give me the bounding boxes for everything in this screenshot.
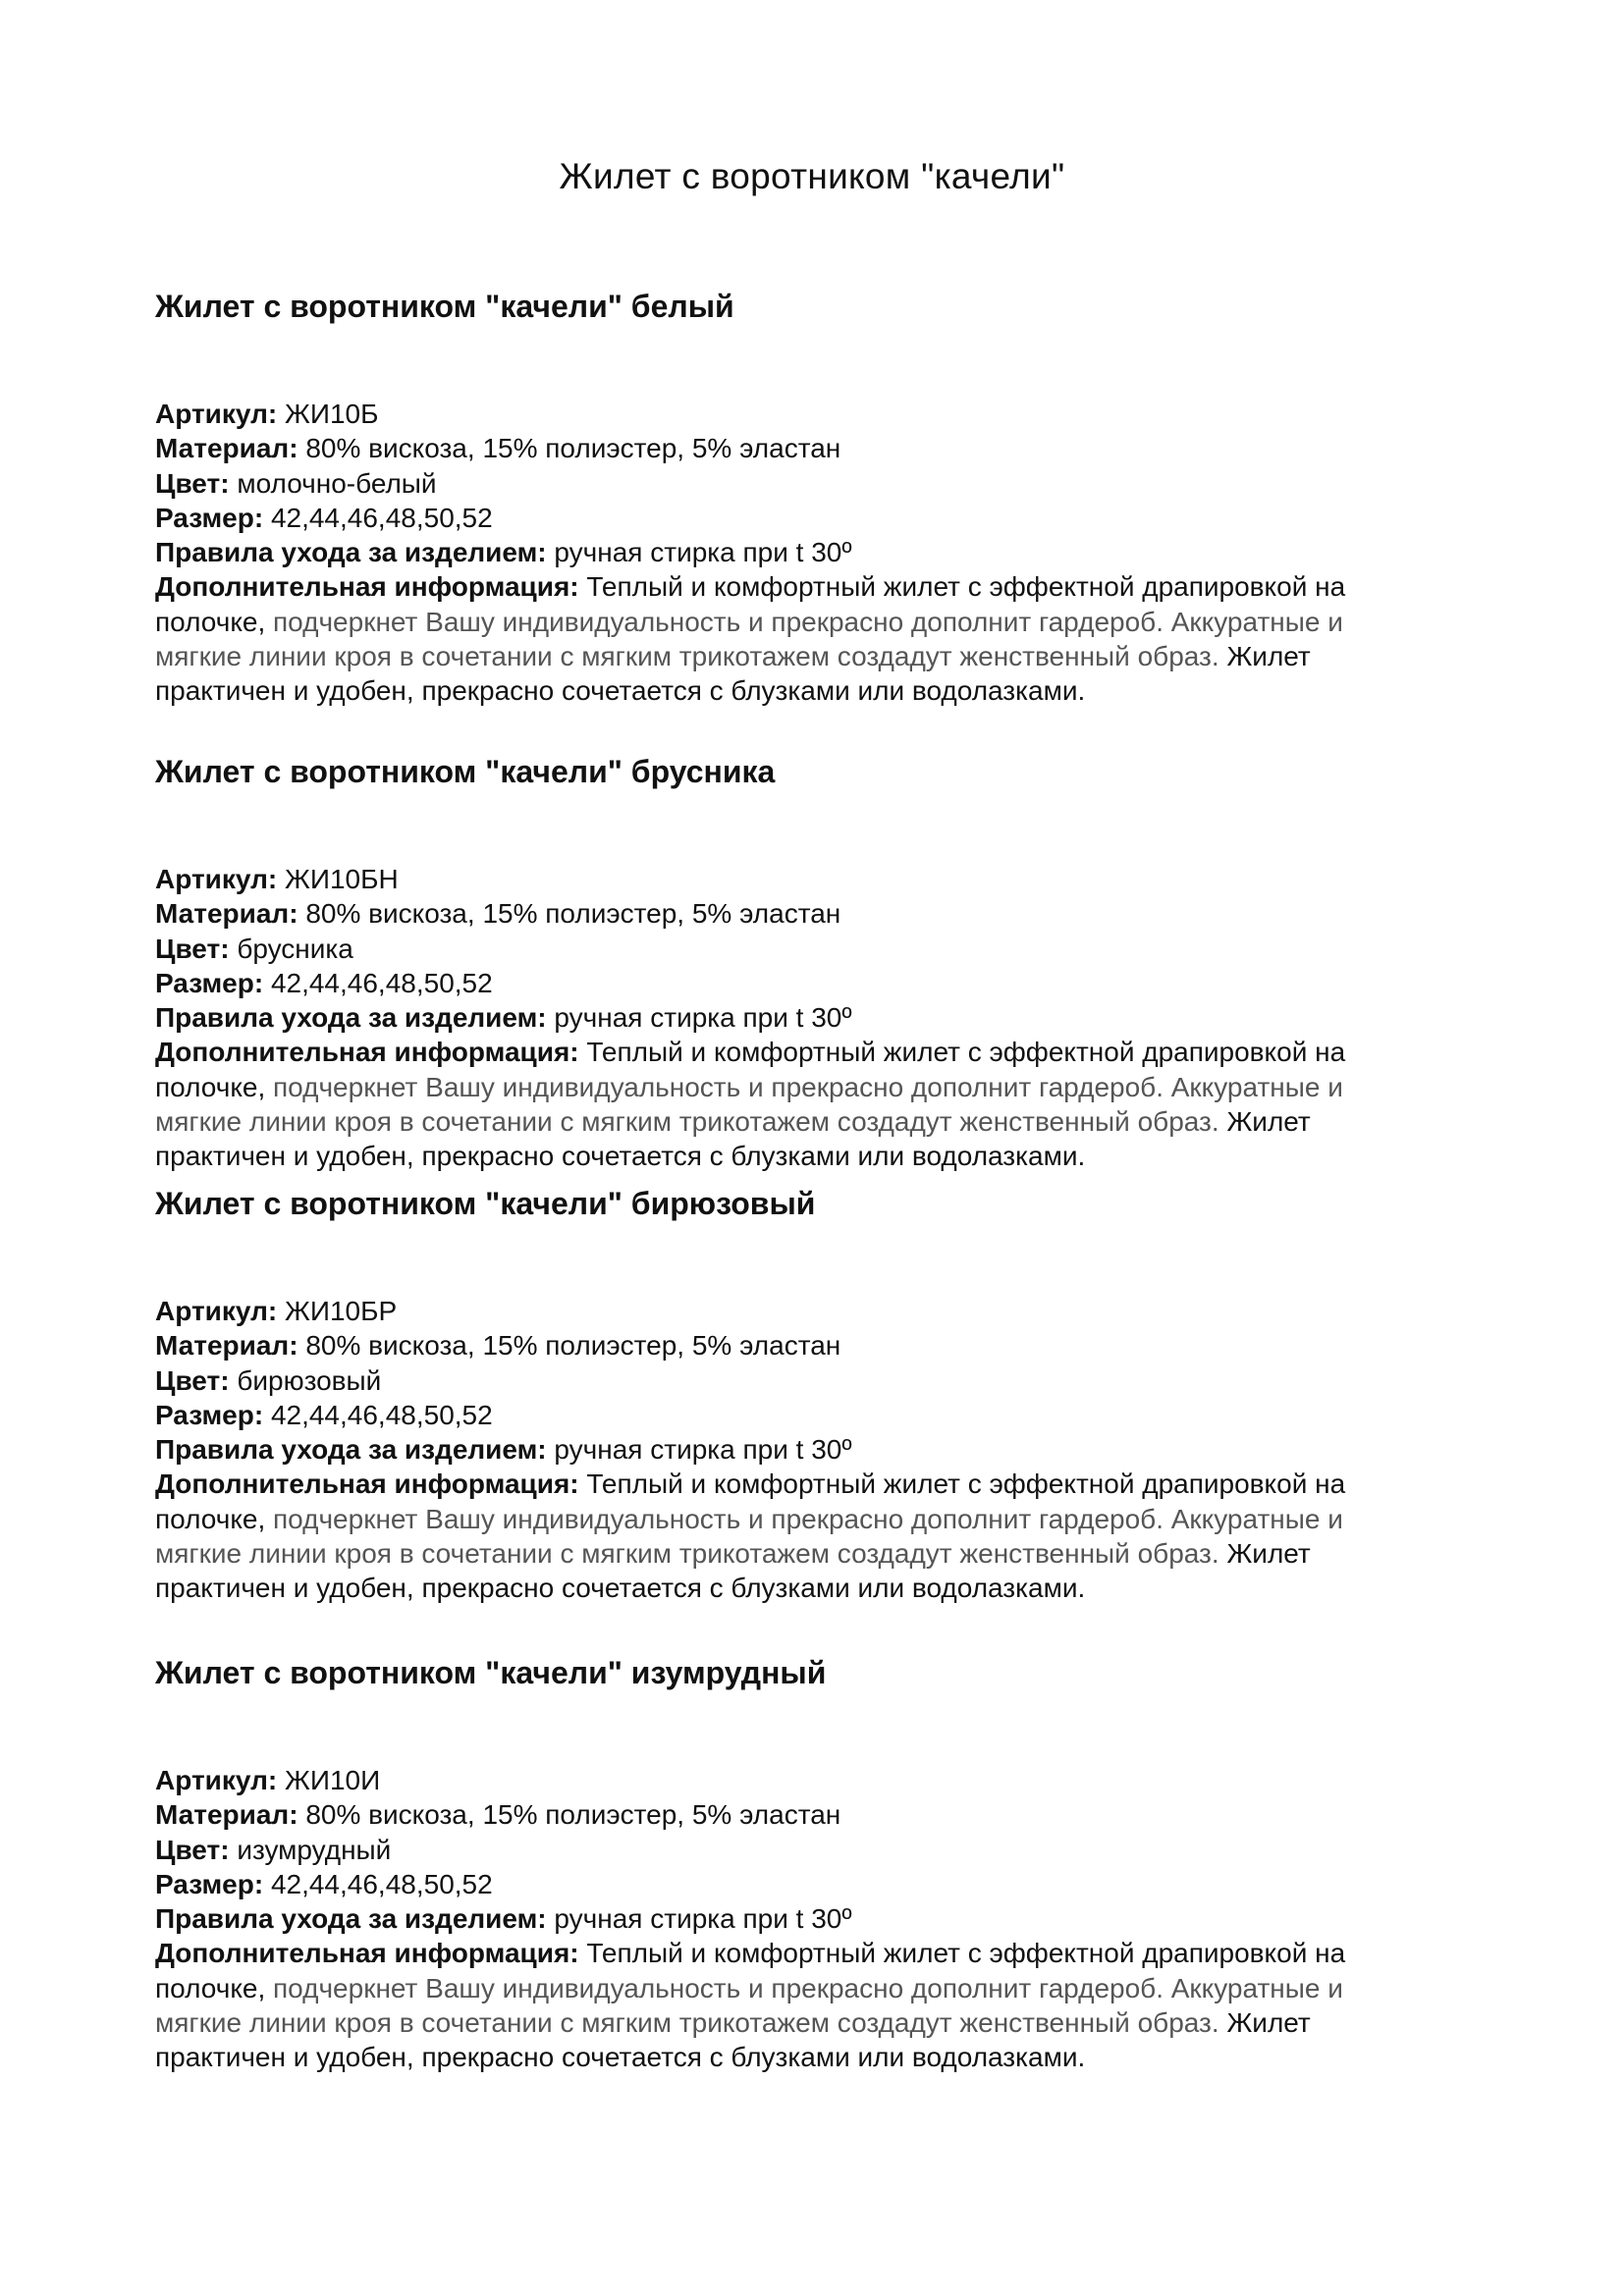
product-section-white [155, 287, 1490, 709]
spec-label: Правила ухода за изделием: [155, 537, 547, 568]
spec-label: Цвет: [155, 933, 230, 964]
spec-label: Цвет: [155, 1364, 230, 1396]
description-text: полочке, [155, 606, 266, 637]
spec-label: Артикул: [155, 399, 278, 429]
product-description [155, 1467, 1490, 1605]
spec-material [155, 431, 1490, 465]
spec-label: Артикул: [155, 864, 278, 894]
description-text: Жилет [1226, 1106, 1311, 1138]
spec-label: Дополнительная информация: [155, 1468, 579, 1500]
spec-value: ручная стирка при t 30º [554, 537, 852, 568]
description-line [155, 1502, 1490, 1536]
description-text-gray: подчеркнет Вашу индивидуальность и прекрасно дополнит гардероб. Аккуратные и [273, 1972, 1343, 2003]
spec-label: Артикул: [155, 1296, 278, 1326]
spec-value: 42,44,46,48,50,52 [270, 1399, 493, 1430]
product-section-emerald [155, 1653, 1490, 2075]
description-line: практичен и удобен, прекрасно сочетается с блузками или водолазками. [155, 1573, 1086, 1604]
description-text-gray: подчеркнет Вашу индивидуальность и прекрасно дополнит гардероб. Аккуратные и [273, 1071, 1343, 1102]
spec-care [155, 1901, 1490, 1936]
spec-info [155, 1936, 1490, 2074]
spec-size [155, 1398, 1490, 1432]
spec-care [155, 1000, 1490, 1035]
spec-material [155, 896, 1490, 931]
description-line [155, 1467, 1490, 1501]
spec-article [155, 397, 1490, 431]
spec-label: Дополнительная информация: [155, 1037, 579, 1068]
spec-material [155, 1328, 1490, 1362]
description-text-gray: мягкие линии кроя в сочетании с мягким трикотажем создадут женственный образ. [155, 1538, 1219, 1570]
description-text: полочке, [155, 1503, 266, 1534]
product-spec-list [155, 397, 1490, 709]
spec-color [155, 1363, 1490, 1398]
spec-info [155, 569, 1490, 708]
description-text: Теплый и комфортный жилет с эффектной драпировкой на [586, 571, 1346, 603]
spec-info [155, 1467, 1490, 1605]
spec-value: изумрудный [237, 1834, 392, 1865]
product-description [155, 1936, 1490, 2074]
description-text: Жилет [1226, 2007, 1311, 2039]
spec-care [155, 1432, 1490, 1467]
spec-label: Размер: [155, 1399, 264, 1430]
spec-value: ручная стирка при t 30º [554, 1434, 852, 1466]
spec-label: Материал: [155, 1799, 298, 1831]
spec-label: Материал: [155, 433, 298, 464]
description-line [155, 1536, 1490, 1571]
spec-value: 80% вискоза, 15% полиэстер, 5% эластан [305, 898, 841, 930]
spec-value: ручная стирка при t 30º [554, 1903, 852, 1935]
spec-value: 80% вискоза, 15% полиэстер, 5% эластан [305, 1799, 841, 1831]
spec-value: 42,44,46,48,50,52 [270, 502, 493, 533]
spec-label: Цвет: [155, 1834, 230, 1865]
product-heading: Жилет с воротником "качели" белый [155, 289, 734, 324]
spec-info [155, 1035, 1490, 1173]
product-heading: Жилет с воротником "качели" бирюзовый [155, 1186, 816, 1221]
description-line [155, 2005, 1490, 2040]
spec-label: Размер: [155, 1868, 264, 1899]
spec-label: Материал: [155, 898, 298, 930]
spec-value: ЖИ10Б [285, 399, 379, 429]
product-spec-list [155, 1294, 1490, 1606]
description-text: Жилет [1226, 641, 1311, 672]
product-description [155, 569, 1490, 708]
product-section-lingonberry [155, 752, 1490, 1174]
spec-label: Артикул: [155, 1765, 278, 1795]
description-line [155, 639, 1490, 673]
spec-size [155, 501, 1490, 535]
description-text-gray: подчеркнет Вашу индивидуальность и прекрасно дополнит гардероб. Аккуратные и [273, 606, 1343, 637]
spec-value: брусника [237, 933, 353, 964]
description-line [155, 1035, 1490, 1069]
spec-color [155, 466, 1490, 501]
spec-article [155, 1294, 1490, 1328]
product-description [155, 1035, 1490, 1173]
spec-value: ЖИ10БН [285, 864, 399, 894]
spec-value: 80% вискоза, 15% полиэстер, 5% эластан [305, 1330, 841, 1362]
spec-value: 80% вискоза, 15% полиэстер, 5% эластан [305, 433, 841, 464]
description-text: Жилет [1226, 1538, 1311, 1570]
description-text-gray: мягкие линии кроя в сочетании с мягким трикотажем создадут женственный образ. [155, 2007, 1219, 2039]
spec-label: Правила ухода за изделием: [155, 1002, 547, 1034]
product-spec-list [155, 1763, 1490, 2075]
spec-label: Правила ухода за изделием: [155, 1903, 547, 1935]
spec-value: бирюзовый [237, 1364, 382, 1396]
spec-label: Дополнительная информация: [155, 1938, 579, 1969]
spec-value: ручная стирка при t 30º [554, 1002, 852, 1034]
spec-care [155, 535, 1490, 569]
description-line [155, 605, 1490, 639]
spec-label: Материал: [155, 1330, 298, 1362]
spec-label: Дополнительная информация: [155, 571, 579, 603]
description-text: Теплый и комфортный жилет с эффектной драпировкой на [586, 1037, 1346, 1068]
spec-label: Размер: [155, 502, 264, 533]
spec-color [155, 932, 1490, 966]
spec-value: молочно-белый [237, 467, 437, 499]
description-line [155, 1070, 1490, 1104]
spec-article [155, 1763, 1490, 1797]
spec-value: ЖИ10И [285, 1765, 381, 1795]
product-section-turquoise [155, 1184, 1490, 1606]
description-line [155, 1104, 1490, 1139]
document-title: Жилет с воротником "качели" [559, 156, 1065, 196]
spec-article [155, 862, 1490, 896]
description-text: Теплый и комфортный жилет с эффектной драпировкой на [586, 1468, 1346, 1500]
spec-size [155, 966, 1490, 1000]
spec-value: 42,44,46,48,50,52 [270, 967, 493, 998]
spec-value: ЖИ10БР [285, 1296, 398, 1326]
spec-material [155, 1797, 1490, 1832]
product-heading: Жилет с воротником "качели" изумрудный [155, 1655, 827, 1690]
spec-size [155, 1867, 1490, 1901]
product-heading: Жилет с воротником "качели" брусника [155, 754, 776, 789]
description-line: практичен и удобен, прекрасно сочетается с блузками или водолазками. [155, 675, 1086, 707]
spec-label: Цвет: [155, 467, 230, 499]
spec-label: Правила ухода за изделием: [155, 1434, 547, 1466]
description-line [155, 569, 1490, 604]
description-text-gray: мягкие линии кроя в сочетании с мягким трикотажем создадут женственный образ. [155, 1106, 1219, 1138]
spec-color [155, 1833, 1490, 1867]
description-line: практичен и удобен, прекрасно сочетается с блузками или водолазками. [155, 2042, 1086, 2073]
product-spec-list [155, 862, 1490, 1174]
description-text: Теплый и комфортный жилет с эффектной драпировкой на [586, 1938, 1346, 1969]
description-line: практичен и удобен, прекрасно сочетается с блузками или водолазками. [155, 1141, 1086, 1172]
spec-label: Размер: [155, 967, 264, 998]
description-line [155, 1936, 1490, 1970]
description-text: полочке, [155, 1071, 266, 1102]
description-text-gray: мягкие линии кроя в сочетании с мягким трикотажем создадут женственный образ. [155, 641, 1219, 672]
description-line [155, 1971, 1490, 2005]
spec-value: 42,44,46,48,50,52 [270, 1868, 493, 1899]
description-text: полочке, [155, 1972, 266, 2003]
description-text-gray: подчеркнет Вашу индивидуальность и прекрасно дополнит гардероб. Аккуратные и [273, 1503, 1343, 1534]
